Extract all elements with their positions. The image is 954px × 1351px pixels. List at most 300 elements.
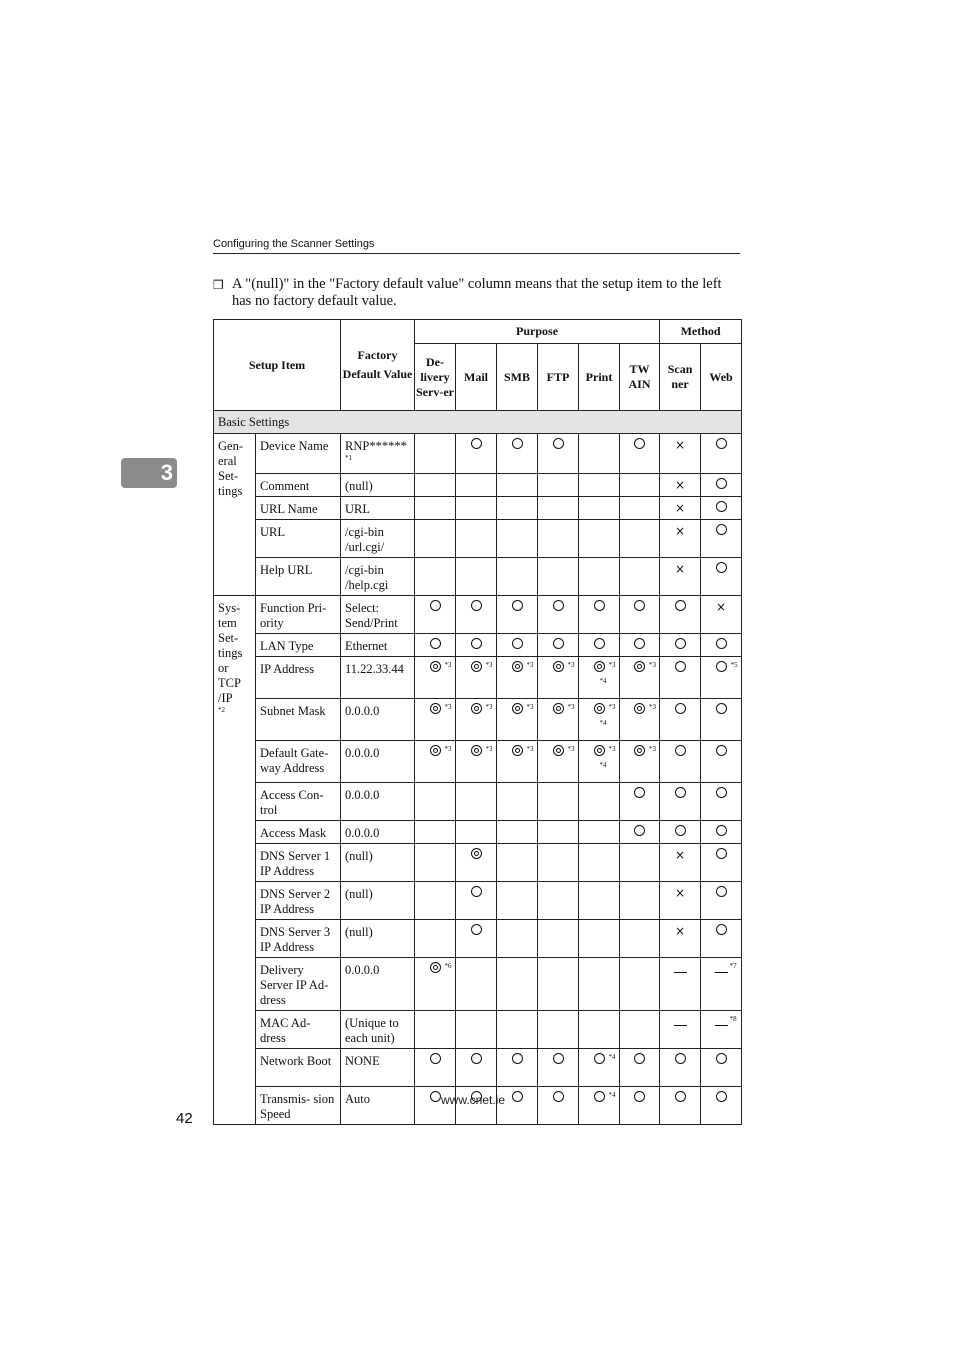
cross-mark-icon: × — [675, 848, 686, 862]
mark — [675, 660, 686, 675]
mark-cell — [456, 497, 497, 520]
circle-mark-icon — [512, 438, 523, 449]
double-circle-mark-icon — [471, 703, 482, 714]
mark-cell — [538, 783, 579, 821]
mark — [594, 702, 616, 727]
mark-footnote: *7 — [729, 962, 737, 970]
mark — [675, 523, 685, 539]
mark — [634, 599, 645, 614]
mark-cell — [579, 844, 620, 882]
mark-footnote: *3 — [567, 703, 575, 711]
factory-default-text: (Unique to each unit) — [345, 1016, 399, 1045]
mark-cell — [497, 520, 538, 558]
factory-default-text: 0.0.0.0 — [345, 963, 380, 977]
mark-footnote-2: *4 — [599, 677, 607, 685]
circle-mark-icon — [716, 438, 727, 449]
mark — [471, 599, 482, 614]
mark-cell — [456, 844, 497, 882]
mark — [716, 660, 738, 675]
mark-cell — [701, 821, 742, 844]
mark-cell — [456, 434, 497, 474]
mark-cell — [456, 783, 497, 821]
mark-cell — [579, 596, 620, 634]
mark-footnote: *3 — [485, 703, 493, 711]
mark-cell — [660, 821, 701, 844]
mark — [716, 561, 727, 576]
mark-cell — [620, 1049, 660, 1087]
mark-footnote-2: *4 — [599, 719, 607, 727]
mark-cell — [415, 958, 456, 1011]
mark-cell — [620, 497, 660, 520]
circle-mark-icon — [634, 600, 645, 611]
factory-default-value — [341, 699, 415, 741]
mark — [675, 637, 686, 652]
mark — [634, 744, 657, 759]
mark-cell — [538, 920, 579, 958]
circle-mark-icon — [675, 703, 686, 714]
mark — [675, 599, 686, 614]
double-circle-mark-icon — [430, 703, 441, 714]
mark — [716, 1090, 727, 1105]
mark-cell — [701, 634, 742, 657]
mark — [430, 1090, 441, 1105]
circle-mark-icon — [553, 1053, 564, 1064]
mark-cell — [538, 474, 579, 497]
mark-cell — [620, 558, 660, 596]
factory-default-value — [341, 634, 415, 657]
mark-cell — [415, 920, 456, 958]
mark-cell — [538, 596, 579, 634]
settings-table — [213, 319, 742, 1125]
mark-cell — [497, 1049, 538, 1087]
mark-footnote: *3 — [567, 745, 575, 753]
double-circle-mark-icon — [430, 745, 441, 756]
header-col-print: Print — [579, 344, 620, 411]
mark-cell — [620, 920, 660, 958]
factory-default-text: URL — [345, 502, 370, 516]
table-row — [214, 474, 742, 497]
factory-default-value — [341, 920, 415, 958]
factory-default-text: NONE — [345, 1054, 380, 1068]
mark-cell — [620, 520, 660, 558]
circle-mark-icon — [716, 924, 727, 935]
circle-mark-icon — [716, 524, 727, 535]
circle-mark-icon — [716, 638, 727, 649]
mark — [553, 1090, 564, 1105]
mark-cell — [660, 474, 701, 497]
mark — [634, 437, 645, 452]
circle-mark-icon — [716, 703, 727, 714]
header-method: Method — [660, 320, 742, 344]
mark — [716, 923, 727, 938]
mark-cell — [497, 741, 538, 783]
mark — [512, 660, 534, 675]
mark — [716, 477, 727, 492]
circle-mark-icon — [716, 825, 727, 836]
mark-cell — [579, 1011, 620, 1049]
mark — [430, 637, 441, 652]
mark — [512, 637, 523, 652]
setup-item-name: LAN Type — [256, 634, 341, 657]
factory-default-text: 0.0.0.0 — [345, 826, 380, 840]
factory-default-text: Ethernet — [345, 639, 388, 653]
mark-cell — [701, 958, 742, 1011]
setup-item-name: Delivery Server IP Ad- dress — [256, 958, 341, 1011]
mark-cell — [660, 1087, 701, 1125]
circle-mark-icon — [471, 886, 482, 897]
mark — [634, 660, 657, 675]
double-circle-mark-icon — [553, 661, 564, 672]
circle-mark-icon — [471, 924, 482, 935]
factory-default-value — [341, 520, 415, 558]
mark — [553, 1052, 564, 1067]
mark-cell — [497, 634, 538, 657]
mark-footnote: *3 — [526, 703, 534, 711]
setup-item-name: URL — [256, 520, 341, 558]
mark-cell — [415, 434, 456, 474]
factory-default-text: (null) — [345, 849, 373, 863]
circle-mark-icon — [553, 600, 564, 611]
mark — [715, 961, 737, 976]
mark-cell — [701, 558, 742, 596]
mark-cell — [579, 474, 620, 497]
double-circle-mark-icon — [512, 703, 523, 714]
header-col-smb: SMB — [497, 344, 538, 411]
mark — [716, 786, 727, 801]
note-text: A "(null)" in the "Factory default value" column means that the setup item to the left has no factory default value. — [232, 276, 722, 309]
mark-cell — [701, 497, 742, 520]
circle-mark-icon — [675, 638, 686, 649]
mark — [471, 923, 482, 938]
circle-mark-icon — [512, 1053, 523, 1064]
mark — [675, 824, 686, 839]
value-footnote: *1 — [345, 454, 352, 462]
mark-cell — [538, 634, 579, 657]
setup-item-name: Help URL — [256, 558, 341, 596]
mark-cell — [497, 699, 538, 741]
header-setup-item: Setup Item — [214, 320, 341, 411]
mark-cell — [497, 1011, 538, 1049]
mark — [512, 1052, 523, 1067]
mark-cell — [579, 634, 620, 657]
circle-mark-icon — [430, 600, 441, 611]
mark — [675, 1090, 686, 1105]
circle-mark-icon — [471, 438, 482, 449]
mark-cell — [456, 821, 497, 844]
mark — [716, 500, 727, 515]
double-circle-mark-icon — [471, 848, 482, 859]
mark-cell — [497, 434, 538, 474]
mark — [634, 1090, 645, 1105]
mark-cell — [538, 657, 579, 699]
circle-mark-icon — [634, 787, 645, 798]
circle-mark-icon — [634, 438, 645, 449]
mark-cell — [456, 741, 497, 783]
mark — [430, 744, 452, 759]
cross-mark-icon: × — [675, 478, 686, 492]
mark — [512, 1090, 523, 1105]
mark-cell — [620, 1011, 660, 1049]
mark — [675, 477, 685, 493]
header-col-ftp: FTP — [538, 344, 579, 411]
factory-default-value — [341, 497, 415, 520]
mark-footnote: *6 — [444, 962, 452, 970]
circle-mark-icon — [471, 600, 482, 611]
double-circle-mark-icon — [471, 661, 482, 672]
circle-mark-icon — [716, 787, 727, 798]
factory-default-text: 0.0.0.0 — [345, 746, 380, 760]
mark-footnote: *3 — [526, 661, 534, 669]
table-row — [214, 558, 742, 596]
mark — [716, 885, 727, 900]
mark-cell — [620, 958, 660, 1011]
circle-mark-icon — [675, 787, 686, 798]
factory-default-value — [341, 596, 415, 634]
double-circle-mark-icon — [634, 703, 645, 714]
mark-cell — [415, 1011, 456, 1049]
circle-mark-icon — [716, 1053, 727, 1064]
mark-cell — [579, 1049, 620, 1087]
factory-default-text: (null) — [345, 479, 373, 493]
mark — [594, 1090, 616, 1105]
table-row — [214, 1011, 742, 1049]
mark — [716, 1052, 727, 1067]
mark-cell — [538, 497, 579, 520]
factory-default-text: 0.0.0.0 — [345, 788, 380, 802]
mark-cell — [538, 699, 579, 741]
mark — [471, 637, 482, 652]
mark-footnote: *4 — [608, 1091, 616, 1099]
mark-cell — [579, 821, 620, 844]
circle-mark-icon — [553, 438, 564, 449]
factory-default-value — [341, 434, 415, 474]
table-row — [214, 657, 742, 699]
setup-item-name: Default Gate- way Address — [256, 741, 341, 783]
circle-mark-icon — [675, 661, 686, 672]
mark-cell — [620, 783, 660, 821]
mark-cell — [497, 497, 538, 520]
table-row — [214, 699, 742, 741]
factory-default-value — [341, 558, 415, 596]
circle-mark-icon — [594, 1091, 605, 1102]
mark-cell — [701, 783, 742, 821]
factory-default-value — [341, 882, 415, 920]
mark — [471, 847, 482, 862]
checkbox-bullet-icon: ❒ — [213, 278, 224, 292]
circle-mark-icon — [634, 638, 645, 649]
group-name: Sys- tem Set- tings or TCP /IP — [218, 601, 243, 705]
mark-cell — [620, 596, 660, 634]
circle-mark-icon — [716, 848, 727, 859]
mark-cell — [538, 558, 579, 596]
double-circle-mark-icon — [594, 661, 605, 672]
mark-cell — [660, 844, 701, 882]
mark — [471, 1052, 482, 1067]
mark-cell — [660, 783, 701, 821]
mark-cell — [579, 920, 620, 958]
mark — [675, 1052, 686, 1067]
double-circle-mark-icon — [594, 745, 605, 756]
mark-footnote: *3 — [485, 745, 493, 753]
setup-item-name: Subnet Mask — [256, 699, 341, 741]
mark-cell — [660, 958, 701, 1011]
mark-footnote: *3 — [649, 661, 657, 669]
mark — [553, 702, 575, 717]
table-row — [214, 634, 742, 657]
mark — [675, 885, 685, 901]
mark-cell — [660, 558, 701, 596]
circle-mark-icon — [716, 661, 727, 672]
mark-cell — [497, 558, 538, 596]
mark-cell — [415, 596, 456, 634]
mark — [471, 885, 482, 900]
mark-cell — [660, 699, 701, 741]
mark-cell — [660, 634, 701, 657]
mark-cell — [538, 520, 579, 558]
mark — [634, 1052, 645, 1067]
mark — [716, 637, 727, 652]
section-basic-settings: Basic Settings — [214, 411, 742, 434]
setup-item-name: DNS Server 1 IP Address — [256, 844, 341, 882]
dash-mark-icon — [715, 972, 728, 973]
mark — [594, 660, 616, 685]
mark — [634, 786, 645, 801]
table-row — [214, 741, 742, 783]
mark-cell — [701, 596, 742, 634]
dash-mark-icon — [715, 1025, 728, 1026]
mark — [716, 437, 727, 452]
mark-cell — [415, 1049, 456, 1087]
circle-mark-icon — [430, 1091, 441, 1102]
mark-cell — [579, 520, 620, 558]
mark-cell — [660, 741, 701, 783]
mark-footnote: *3 — [649, 745, 657, 753]
mark — [716, 847, 727, 862]
mark — [674, 961, 687, 976]
factory-default-text: Select: Send/Print — [345, 601, 398, 630]
mark — [512, 744, 534, 759]
setup-item-name: Access Mask — [256, 821, 341, 844]
mark — [675, 561, 685, 577]
circle-mark-icon — [553, 1091, 564, 1102]
mark-footnote: *3 — [567, 661, 575, 669]
mark-cell — [701, 699, 742, 741]
mark-cell — [538, 1011, 579, 1049]
mark-cell — [497, 958, 538, 1011]
mark-footnote: *5 — [730, 661, 738, 669]
mark — [430, 961, 452, 976]
mark-cell — [620, 821, 660, 844]
table-row — [214, 844, 742, 882]
mark — [675, 437, 685, 453]
mark-cell — [701, 741, 742, 783]
mark-cell — [415, 821, 456, 844]
mark-cell — [579, 741, 620, 783]
mark-footnote: *3 — [608, 661, 616, 669]
mark-cell — [579, 434, 620, 474]
mark — [553, 744, 575, 759]
mark-cell — [538, 882, 579, 920]
factory-default-value — [341, 657, 415, 699]
circle-mark-icon — [594, 638, 605, 649]
dash-mark-icon — [674, 1025, 687, 1026]
setup-item-name: DNS Server 2 IP Address — [256, 882, 341, 920]
mark-cell — [497, 596, 538, 634]
table-row — [214, 882, 742, 920]
mark — [675, 702, 686, 717]
mark-footnote: *3 — [608, 745, 616, 753]
mark-cell — [456, 1049, 497, 1087]
table-row — [214, 783, 742, 821]
mark — [430, 660, 452, 675]
mark-cell — [415, 783, 456, 821]
factory-default-value — [341, 741, 415, 783]
mark-cell — [497, 821, 538, 844]
mark — [716, 744, 727, 759]
circle-mark-icon — [716, 478, 727, 489]
setup-item-name: Function Pri- ority — [256, 596, 341, 634]
mark-cell — [538, 1087, 579, 1125]
cross-mark-icon: × — [675, 886, 686, 900]
mark-cell — [579, 783, 620, 821]
setup-item-name: URL Name — [256, 497, 341, 520]
circle-mark-icon — [716, 501, 727, 512]
chapter-tab: 3 — [121, 458, 177, 488]
mark — [675, 847, 685, 863]
factory-default-value — [341, 783, 415, 821]
mark-footnote: *3 — [444, 745, 452, 753]
mark-cell — [415, 699, 456, 741]
double-circle-mark-icon — [594, 703, 605, 714]
setup-item-name: Transmis- sion Speed — [256, 1087, 341, 1125]
mark-cell — [660, 920, 701, 958]
factory-default-value — [341, 958, 415, 1011]
table-row — [214, 920, 742, 958]
circle-mark-icon — [430, 1053, 441, 1064]
mark-cell — [660, 657, 701, 699]
group-name: Gen- eral Set- tings — [218, 439, 243, 498]
header-col-scanner: Scan ner — [660, 344, 701, 411]
mark-cell — [701, 1011, 742, 1049]
mark-footnote: *3 — [649, 703, 657, 711]
circle-mark-icon — [512, 600, 523, 611]
mark-cell — [620, 699, 660, 741]
mark-cell — [579, 958, 620, 1011]
mark-footnote: *3 — [485, 661, 493, 669]
mark — [471, 437, 482, 452]
header-col-twain: TW AIN — [620, 344, 660, 411]
mark-cell — [456, 958, 497, 1011]
mark — [553, 437, 564, 452]
mark-cell — [497, 474, 538, 497]
mark — [715, 1014, 737, 1029]
setup-item-name: Access Con- trol — [256, 783, 341, 821]
mark — [430, 599, 441, 614]
mark-cell — [538, 741, 579, 783]
mark — [594, 637, 605, 652]
mark-cell — [538, 821, 579, 844]
mark-cell — [660, 882, 701, 920]
mark — [675, 786, 686, 801]
mark-cell — [701, 434, 742, 474]
mark-cell — [660, 1049, 701, 1087]
double-circle-mark-icon — [553, 745, 564, 756]
mark-cell — [701, 882, 742, 920]
cross-mark-icon: × — [716, 600, 727, 614]
page-number: 42 — [176, 1110, 193, 1127]
double-circle-mark-icon — [634, 661, 645, 672]
circle-mark-icon — [716, 562, 727, 573]
